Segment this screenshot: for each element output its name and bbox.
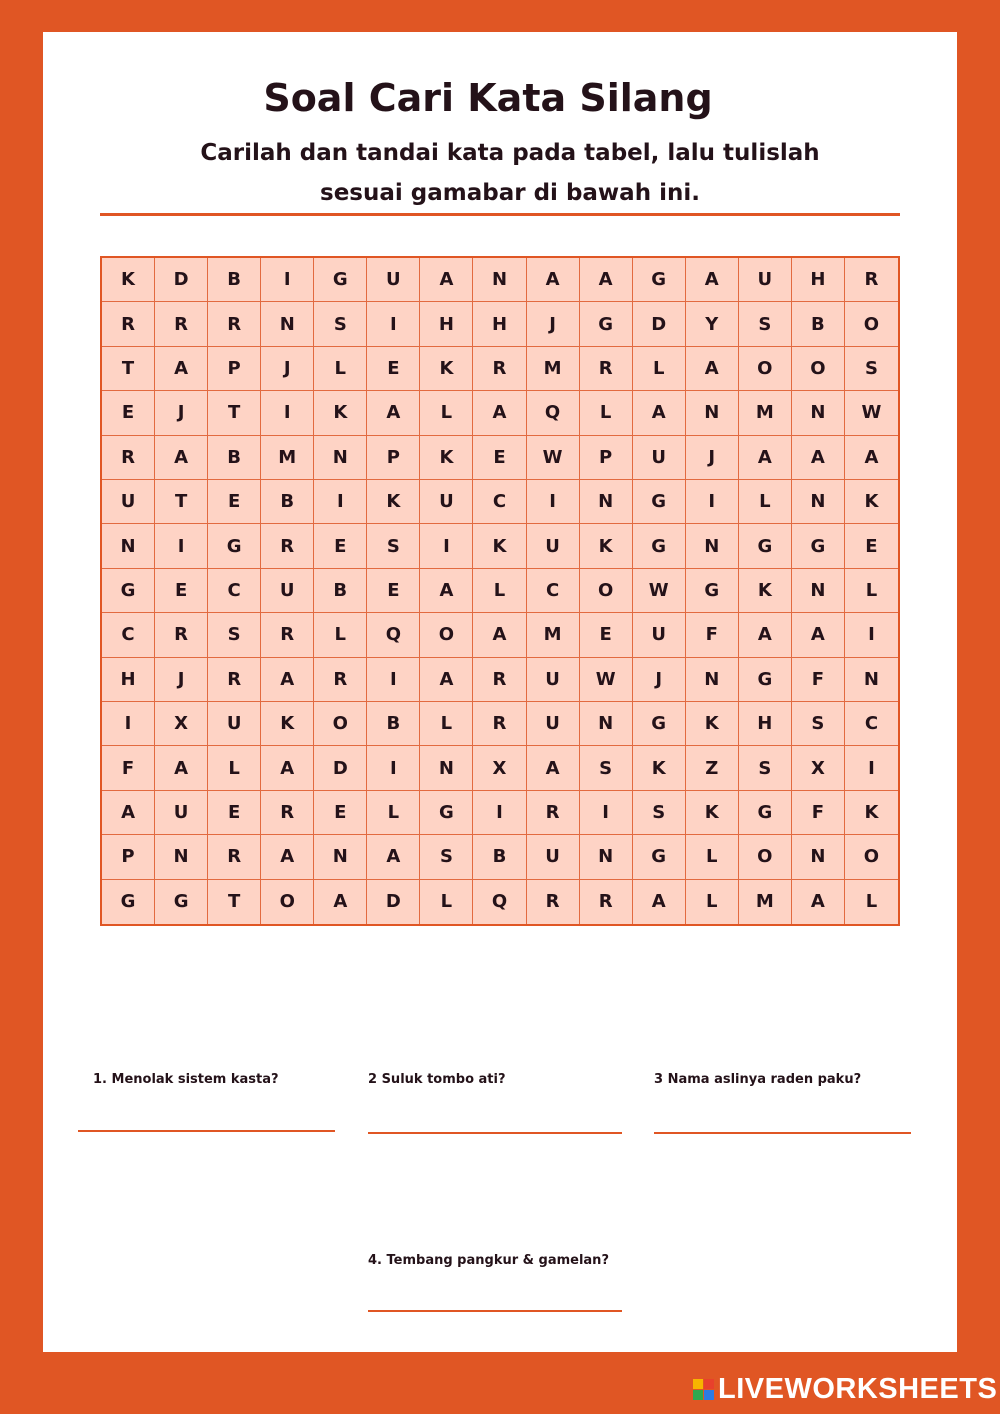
answer-line-4[interactable]: [368, 1310, 622, 1312]
grid-cell[interactable]: U: [102, 480, 155, 524]
grid-cell[interactable]: R: [208, 835, 261, 879]
grid-cell[interactable]: A: [739, 436, 792, 480]
grid-cell[interactable]: G: [739, 524, 792, 568]
grid-cell[interactable]: N: [473, 258, 526, 302]
grid-cell[interactable]: B: [208, 258, 261, 302]
grid-cell[interactable]: A: [473, 613, 526, 657]
grid-cell[interactable]: K: [845, 791, 898, 835]
grid-cell[interactable]: C: [208, 569, 261, 613]
grid-cell[interactable]: O: [420, 613, 473, 657]
grid-cell[interactable]: G: [792, 524, 845, 568]
grid-cell[interactable]: E: [314, 524, 367, 568]
grid-cell[interactable]: U: [155, 791, 208, 835]
grid-cell[interactable]: T: [208, 391, 261, 435]
grid-cell[interactable]: U: [420, 480, 473, 524]
grid-cell[interactable]: N: [314, 835, 367, 879]
grid-cell[interactable]: K: [102, 258, 155, 302]
grid-cell[interactable]: A: [155, 347, 208, 391]
grid-cell[interactable]: A: [686, 258, 739, 302]
grid-cell[interactable]: I: [367, 746, 420, 790]
grid-cell[interactable]: L: [686, 880, 739, 924]
grid-cell[interactable]: J: [527, 302, 580, 346]
grid-cell[interactable]: E: [580, 613, 633, 657]
grid-cell[interactable]: B: [367, 702, 420, 746]
grid-cell[interactable]: M: [527, 613, 580, 657]
grid-cell[interactable]: R: [261, 613, 314, 657]
grid-cell[interactable]: P: [580, 436, 633, 480]
grid-cell[interactable]: N: [314, 436, 367, 480]
grid-cell[interactable]: A: [527, 746, 580, 790]
grid-cell[interactable]: K: [261, 702, 314, 746]
grid-cell[interactable]: L: [865, 891, 878, 913]
grid-cell[interactable]: J: [155, 658, 208, 702]
grid-cell[interactable]: G: [686, 569, 739, 613]
grid-cell[interactable]: E: [367, 347, 420, 391]
grid-cell[interactable]: L: [367, 791, 420, 835]
grid-cell[interactable]: A: [261, 835, 314, 879]
grid-cell[interactable]: D: [155, 258, 208, 302]
grid-cell[interactable]: I: [314, 480, 367, 524]
grid-cell[interactable]: N: [792, 835, 845, 879]
grid-cell[interactable]: R: [473, 347, 526, 391]
grid-cell[interactable]: E: [367, 569, 420, 613]
grid-cell[interactable]: L: [739, 480, 792, 524]
question-1: 1. Menolak sistem kasta?: [93, 1072, 279, 1087]
grid-cell[interactable]: J: [261, 347, 314, 391]
grid-cell[interactable]: K: [633, 746, 686, 790]
grid-cell[interactable]: B: [314, 569, 367, 613]
grid-cell[interactable]: E: [845, 524, 898, 568]
grid-cell[interactable]: S: [739, 746, 792, 790]
grid-cell[interactable]: A: [686, 347, 739, 391]
grid-cell[interactable]: O: [845, 302, 898, 346]
grid-cell[interactable]: H: [473, 302, 526, 346]
grid-cell[interactable]: B: [473, 835, 526, 879]
grid-cell[interactable]: T: [102, 347, 155, 391]
grid-cell[interactable]: Z: [686, 746, 739, 790]
grid-cell[interactable]: R: [473, 702, 526, 746]
grid-cell[interactable]: N: [155, 835, 208, 879]
grid-cell[interactable]: C: [102, 613, 155, 657]
grid-cell[interactable]: N: [792, 391, 845, 435]
grid-cell[interactable]: K: [473, 524, 526, 568]
grid-cell[interactable]: I: [261, 258, 314, 302]
grid-cell[interactable]: K: [314, 391, 367, 435]
grid-cell[interactable]: A: [633, 880, 686, 924]
grid-cell[interactable]: Y: [686, 302, 739, 346]
grid-cell[interactable]: N: [420, 746, 473, 790]
grid-cell[interactable]: W: [580, 658, 633, 702]
word-search-grid[interactable]: [100, 256, 900, 926]
grid-cell[interactable]: N: [580, 480, 633, 524]
page-title: Soal Cari Kata Silang: [263, 76, 713, 120]
grid-cell[interactable]: S: [845, 347, 898, 391]
grid-cell[interactable]: R: [261, 524, 314, 568]
grid-cell[interactable]: S: [314, 302, 367, 346]
grid-cell[interactable]: G: [633, 702, 686, 746]
grid-cell[interactable]: O: [580, 569, 633, 613]
grid-cell[interactable]: I: [845, 746, 898, 790]
grid-cell[interactable]: O: [739, 835, 792, 879]
grid-cell[interactable]: U: [633, 436, 686, 480]
grid-cell[interactable]: K: [580, 524, 633, 568]
grid-cell[interactable]: N: [261, 302, 314, 346]
grid-cell[interactable]: L: [314, 347, 367, 391]
grid-cell[interactable]: Q: [473, 880, 526, 924]
grid-cell[interactable]: W: [633, 569, 686, 613]
grid-cell[interactable]: P: [208, 347, 261, 391]
grid-cell[interactable]: R: [261, 791, 314, 835]
grid-cell[interactable]: C: [845, 702, 898, 746]
grid-cell[interactable]: U: [527, 835, 580, 879]
grid-cell[interactable]: N: [580, 702, 633, 746]
grid-cell[interactable]: O: [739, 347, 792, 391]
grid-cell[interactable]: K: [845, 480, 898, 524]
grid-cell[interactable]: A: [792, 880, 845, 924]
grid-cell[interactable]: C: [473, 480, 526, 524]
grid-cell[interactable]: B: [208, 436, 261, 480]
grid-cell[interactable]: E: [314, 791, 367, 835]
grid-cell[interactable]: B: [261, 480, 314, 524]
grid-cell[interactable]: N: [686, 391, 739, 435]
grid-cell[interactable]: T: [208, 880, 261, 924]
grid-cell[interactable]: A: [314, 880, 367, 924]
grid-cell[interactable]: G: [155, 880, 208, 924]
divider: [100, 213, 900, 216]
grid-cell[interactable]: S: [420, 835, 473, 879]
grid-cell[interactable]: A: [527, 258, 580, 302]
grid-cell[interactable]: R: [527, 791, 580, 835]
grid-cell[interactable]: R: [102, 436, 155, 480]
grid-cell[interactable]: R: [314, 658, 367, 702]
grid-cell[interactable]: O: [845, 835, 898, 879]
grid-cell[interactable]: Q: [527, 391, 580, 435]
grid-cell[interactable]: G: [102, 880, 155, 924]
grid-cell[interactable]: I: [261, 391, 314, 435]
grid-cell[interactable]: K: [686, 791, 739, 835]
grid-cell[interactable]: G: [102, 569, 155, 613]
grid-cell[interactable]: D: [633, 302, 686, 346]
grid-cell[interactable]: B: [792, 302, 845, 346]
grid-cell[interactable]: I: [580, 791, 633, 835]
grid-cell[interactable]: R: [155, 613, 208, 657]
grid-cell[interactable]: F: [102, 746, 155, 790]
grid-cell[interactable]: G: [580, 302, 633, 346]
grid-cell[interactable]: R: [845, 258, 898, 302]
answer-line-3[interactable]: [654, 1132, 911, 1134]
grid-cell[interactable]: U: [527, 658, 580, 702]
grid-cell[interactable]: Q: [367, 613, 420, 657]
grid-cell[interactable]: G: [739, 658, 792, 702]
grid-cell[interactable]: A: [261, 746, 314, 790]
grid-cell[interactable]: R: [473, 658, 526, 702]
grid-cell[interactable]: N: [792, 480, 845, 524]
grid-cell[interactable]: H: [102, 658, 155, 702]
grid-cell[interactable]: U: [261, 569, 314, 613]
grid-cell[interactable]: A: [633, 391, 686, 435]
grid-cell[interactable]: K: [739, 569, 792, 613]
grid-cell[interactable]: O: [261, 880, 314, 924]
instructions: [160, 133, 860, 213]
grid-cell[interactable]: D: [367, 880, 420, 924]
grid-cell[interactable]: R: [102, 302, 155, 346]
grid-cell[interactable]: O: [792, 347, 845, 391]
grid-cell[interactable]: U: [739, 258, 792, 302]
grid-cell[interactable]: W: [527, 436, 580, 480]
grid-cell[interactable]: E: [208, 480, 261, 524]
brand-text: LIVEWORKSHEETS: [718, 1373, 998, 1405]
grid-cell[interactable]: H: [792, 258, 845, 302]
grid-cell[interactable]: I: [845, 613, 898, 657]
grid-cell[interactable]: J: [633, 658, 686, 702]
grid-cell[interactable]: A: [580, 258, 633, 302]
grid-cell[interactable]: F: [686, 613, 739, 657]
grid-cell[interactable]: A: [155, 746, 208, 790]
grid-cell[interactable]: U: [527, 702, 580, 746]
grid-cell[interactable]: K: [686, 702, 739, 746]
grid-cell[interactable]: K: [420, 436, 473, 480]
grid-cell[interactable]: U: [367, 258, 420, 302]
grid-cell[interactable]: N: [580, 835, 633, 879]
grid-cell[interactable]: A: [102, 791, 155, 835]
instructions-line-2: sesuai gamabar di bawah ini.: [320, 180, 700, 206]
grid-cell[interactable]: I: [527, 480, 580, 524]
grid-cell[interactable]: R: [527, 880, 580, 924]
grid-cell[interactable]: G: [208, 524, 261, 568]
liveworksheets-logo-icon: [693, 1379, 714, 1400]
grid-cell[interactable]: R: [580, 880, 633, 924]
grid-cell[interactable]: L: [633, 347, 686, 391]
grid-cell[interactable]: A: [367, 391, 420, 435]
grid-cell[interactable]: G: [420, 791, 473, 835]
grid-cell[interactable]: N: [845, 658, 898, 702]
grid-cell[interactable]: P: [367, 436, 420, 480]
grid-cell[interactable]: A: [367, 835, 420, 879]
grid-cell[interactable]: F: [792, 658, 845, 702]
grid-cell[interactable]: A: [420, 569, 473, 613]
grid-cell[interactable]: J: [155, 391, 208, 435]
grid-cell[interactable]: E: [208, 791, 261, 835]
grid-cell[interactable]: H: [739, 702, 792, 746]
grid-cell[interactable]: R: [208, 302, 261, 346]
grid-cell[interactable]: L: [314, 613, 367, 657]
grid-cell[interactable]: G: [633, 258, 686, 302]
grid-cell[interactable]: E: [473, 436, 526, 480]
grid-cell[interactable]: F: [792, 791, 845, 835]
grid-cell[interactable]: U: [208, 702, 261, 746]
grid-cell[interactable]: I: [473, 791, 526, 835]
grid-cell[interactable]: M: [261, 436, 314, 480]
question-2: 2 Suluk tombo ati?: [368, 1072, 506, 1087]
grid-cell[interactable]: O: [314, 702, 367, 746]
grid-cell[interactable]: L: [473, 569, 526, 613]
grid-cell[interactable]: K: [367, 480, 420, 524]
grid-cell[interactable]: A: [261, 658, 314, 702]
grid-cell[interactable]: D: [314, 746, 367, 790]
grid-cell[interactable]: H: [420, 302, 473, 346]
grid-cell[interactable]: M: [739, 880, 792, 924]
grid-cell[interactable]: G: [633, 480, 686, 524]
grid-cell[interactable]: L: [580, 391, 633, 435]
grid-cell[interactable]: I: [686, 480, 739, 524]
grid-cell[interactable]: W: [845, 391, 898, 435]
grid-cell[interactable]: X: [155, 702, 208, 746]
grid-cell[interactable]: S: [792, 702, 845, 746]
grid-cell[interactable]: X: [473, 746, 526, 790]
question-3: 3 Nama aslinya raden paku?: [654, 1072, 862, 1087]
grid-cell[interactable]: L: [845, 569, 898, 613]
grid-cell[interactable]: R: [208, 658, 261, 702]
grid-cell[interactable]: P: [102, 835, 155, 879]
grid-cell[interactable]: G: [739, 791, 792, 835]
grid-cell[interactable]: N: [102, 524, 155, 568]
grid-cell[interactable]: A: [792, 436, 845, 480]
grid-cell[interactable]: T: [155, 480, 208, 524]
grid-cell[interactable]: I: [102, 702, 155, 746]
grid-cell[interactable]: G: [633, 524, 686, 568]
grid-cell[interactable]: L: [686, 835, 739, 879]
grid-cell[interactable]: I: [367, 302, 420, 346]
grid-cell[interactable]: A: [155, 436, 208, 480]
grid-cell[interactable]: A: [792, 613, 845, 657]
grid-cell[interactable]: A: [473, 391, 526, 435]
grid-cell[interactable]: U: [527, 524, 580, 568]
grid-cell[interactable]: C: [527, 569, 580, 613]
grid-cell[interactable]: N: [686, 524, 739, 568]
grid-cell[interactable]: G: [633, 835, 686, 879]
answer-line-2[interactable]: [368, 1132, 622, 1134]
liveworksheets-brand: [693, 1373, 997, 1406]
grid-cell[interactable]: L: [420, 391, 473, 435]
grid-cell[interactable]: M: [527, 347, 580, 391]
grid-cell[interactable]: R: [155, 302, 208, 346]
grid-cell[interactable]: G: [314, 258, 367, 302]
grid-cell[interactable]: L: [420, 702, 473, 746]
question-4: 4. Tembang pangkur & gamelan?: [368, 1253, 609, 1268]
grid-cell[interactable]: E: [102, 391, 155, 435]
grid-cell[interactable]: M: [739, 391, 792, 435]
grid-cell[interactable]: S: [367, 524, 420, 568]
grid-cell[interactable]: S: [580, 746, 633, 790]
grid-cell[interactable]: S: [739, 302, 792, 346]
grid-cell[interactable]: A: [845, 436, 898, 480]
grid-cell[interactable]: I: [367, 658, 420, 702]
grid-cell[interactable]: L: [208, 746, 261, 790]
grid-cell[interactable]: I: [155, 524, 208, 568]
grid-cell[interactable]: A: [739, 613, 792, 657]
grid-cell[interactable]: X: [792, 746, 845, 790]
grid-cell[interactable]: I: [420, 524, 473, 568]
grid-cell[interactable]: K: [420, 347, 473, 391]
grid-cell[interactable]: A: [420, 258, 473, 302]
grid-cell[interactable]: N: [792, 569, 845, 613]
grid-cell[interactable]: N: [686, 658, 739, 702]
grid-cell[interactable]: S: [208, 613, 261, 657]
grid-cell[interactable]: J: [686, 436, 739, 480]
grid-cell[interactable]: U: [633, 613, 686, 657]
answer-line-1[interactable]: [78, 1130, 335, 1132]
instructions-line-1: Carilah dan tandai kata pada tabel, lalu tulislah: [200, 140, 820, 166]
grid-cell[interactable]: R: [580, 347, 633, 391]
grid-cell[interactable]: E: [155, 569, 208, 613]
grid-cell[interactable]: S: [633, 791, 686, 835]
grid-cell[interactable]: L: [420, 880, 473, 924]
grid-cell[interactable]: A: [420, 658, 473, 702]
